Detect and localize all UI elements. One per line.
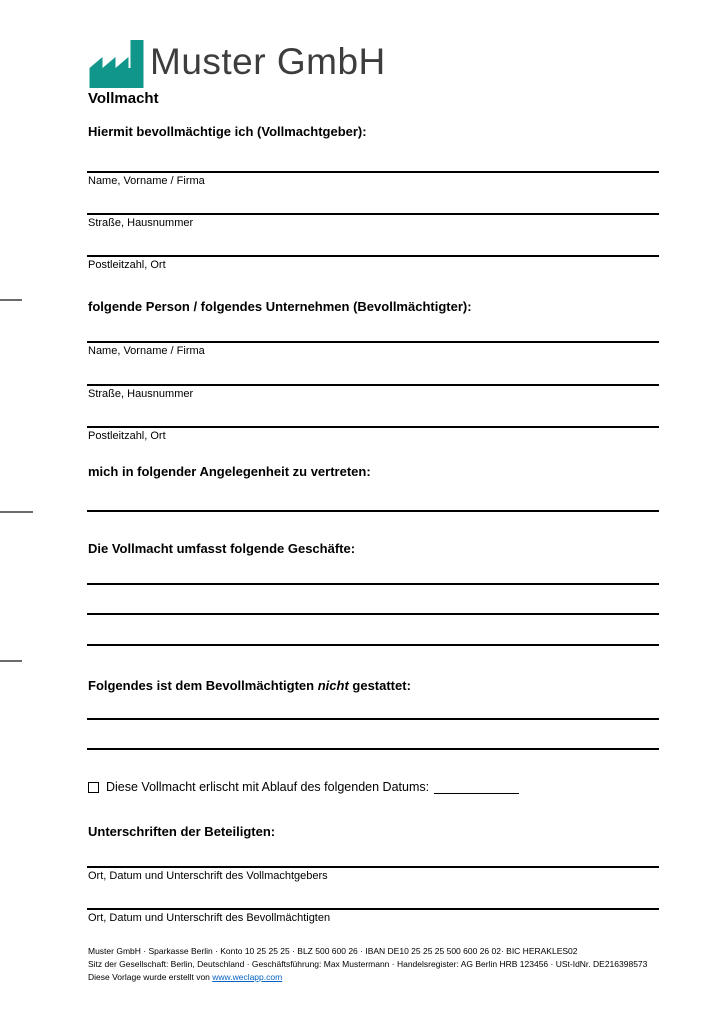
grantor-heading: Hiermit bevollmächtige ich (Vollmachtgeber):	[88, 124, 367, 139]
scope-field-2[interactable]	[87, 613, 659, 615]
hole-punch-mark	[0, 511, 33, 513]
agent-heading: folgende Person / folgendes Unternehmen (Bevollmächtigter):	[88, 299, 472, 314]
grantor-signature-field[interactable]	[87, 866, 659, 868]
footer-line-bank: Muster GmbH · Sparkasse Berlin · Konto 10 25 25 25 · BLZ 500 600 26 · IBAN DE10 25 25 25 500 600 26 02· BIC HERAKLES02	[88, 946, 578, 956]
grantor-signature-label: Ort, Datum und Unterschrift des Vollmachtgebers	[88, 870, 328, 882]
footer-line-company: Sitz der Gesellschaft: Berlin, Deutschland · Geschäftsführung: Max Mustermann · Handelsregister: AG Berlin HRB 123456 · USt-IdNr. DE216398573	[88, 959, 648, 969]
document-footer	[88, 945, 647, 984]
footer-credit-text: Diese Vorlage wurde erstellt von	[88, 972, 213, 982]
expiry-row	[88, 780, 519, 794]
expiry-date-field[interactable]	[434, 780, 519, 794]
expiry-checkbox[interactable]	[88, 782, 99, 793]
restriction-field-2[interactable]	[87, 748, 659, 750]
grantor-zip-city-label: Postleitzahl, Ort	[88, 259, 166, 271]
scope-field-1[interactable]	[87, 583, 659, 585]
fold-mark-bottom	[0, 660, 22, 662]
restrictions-heading-italic: nicht	[317, 678, 349, 693]
grantor-name-field[interactable]	[87, 171, 659, 173]
footer-line-credit	[88, 971, 647, 984]
matter-heading: mich in folgender Angelegenheit zu vertreten:	[88, 464, 371, 479]
agent-street-label: Straße, Hausnummer	[88, 388, 194, 400]
grantor-street-field[interactable]	[87, 213, 659, 215]
scope-field-3[interactable]	[87, 644, 659, 646]
restrictions-heading	[88, 678, 411, 693]
restrictions-heading-part2: gestattet:	[348, 678, 411, 693]
agent-street-field[interactable]	[87, 384, 659, 386]
grantor-zip-city-field[interactable]	[87, 255, 659, 257]
agent-signature-field[interactable]	[87, 908, 659, 910]
agent-zip-city-field[interactable]	[87, 426, 659, 428]
grantor-street-label: Straße, Hausnummer	[88, 217, 194, 229]
document-title: Vollmacht	[88, 90, 159, 107]
expiry-label: Diese Vollmacht erlischt mit Ablauf des folgenden Datums:	[106, 780, 430, 794]
agent-name-label: Name, Vorname / Firma	[88, 345, 205, 357]
company-name: Muster GmbH	[150, 41, 386, 82]
signatures-heading: Unterschriften der Beteiligten:	[88, 824, 276, 839]
restrictions-heading-part1: Folgendes ist dem Bevollmächtigten	[88, 678, 318, 693]
agent-signature-label: Ort, Datum und Unterschrift des Bevollmächtigten	[88, 912, 331, 924]
factory-logo-icon	[88, 38, 145, 88]
matter-field[interactable]	[87, 510, 659, 512]
weclapp-link[interactable]: www.weclapp.com	[212, 972, 283, 982]
fold-mark-top	[0, 299, 22, 301]
grantor-name-label: Name, Vorname / Firma	[88, 175, 205, 187]
agent-name-field[interactable]	[87, 341, 659, 343]
scope-heading: Die Vollmacht umfasst folgende Geschäfte:	[88, 541, 356, 556]
restriction-field-1[interactable]	[87, 718, 659, 720]
agent-zip-city-label: Postleitzahl, Ort	[88, 430, 166, 442]
